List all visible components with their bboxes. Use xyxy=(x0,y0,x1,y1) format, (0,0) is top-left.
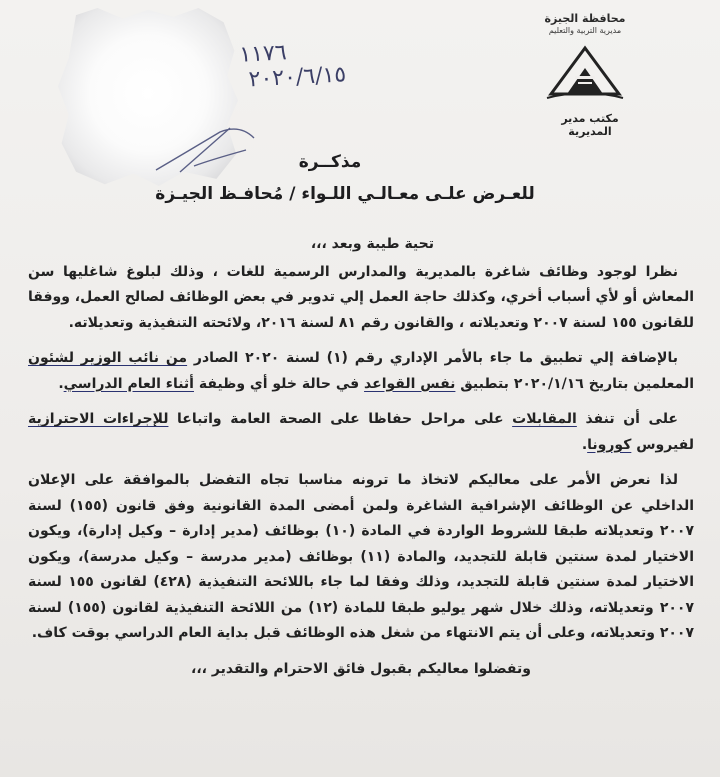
greeting: تحية طيبة وبعد ،،، xyxy=(310,236,434,252)
signature-scribble xyxy=(150,120,260,180)
handwritten-date: ٢٠٢٠/٦/١٥ xyxy=(248,62,347,93)
paragraph-3 xyxy=(28,407,694,458)
paragraph-3-text: على أن تنفذ المقابلات على مراحل حفاظا على الصحة العامة واتباعا للإجراءات الاحترازية لفيروس كورونا. xyxy=(28,411,694,453)
handwritten-number: ١١٧٦ xyxy=(238,40,288,68)
pyramids-emblem-icon xyxy=(545,38,625,100)
memo-body xyxy=(28,232,694,682)
paragraph-2-text: بالإضافة إلي تطبيق ما جاء بالأمر الإداري رقم (١) لسنة ٢٠٢٠ الصادر من نائب الوزير لشئون المعلمين بتاريخ ٢٠٢٠/١/١٦ بتطبيق نفس القواعد في حالة خلو أي وظيفة أثناء العام الدراسي. xyxy=(28,350,694,392)
logo-org-line1: محافظة الجيزة xyxy=(544,12,626,25)
memo-subtitle: للعـرض علـى معـالـي اللـواء / مُحافـظ الجيـزة xyxy=(155,184,535,204)
paragraph-1-text: نظرا لوجود وظائف شاغرة بالمديرية والمدارس الرسمية للغات ، وذلك لبلوغ شاغليها سن المعاش أو لأي أسباب أخري، وكذلك حاجة العمل إلي تدوير في بعض الوظائف لصالح العمل، ووفقا للقانون ١٥٥ لسنة ٢٠٠٧ وتعديلاته ، والقانون رقم ٨١ لسنة ٢٠١٦، ولائحته التنفيذية وتعديلاته. xyxy=(28,263,694,331)
logo-org-line2: مديرية التربية والتعليم xyxy=(548,26,622,35)
memo-title: مذكــرة xyxy=(298,152,362,172)
paragraph-2 xyxy=(28,346,694,397)
paragraph-1 xyxy=(28,260,694,337)
office-label: مكتب مدير المديرية xyxy=(561,112,619,138)
handwritten-note xyxy=(239,37,347,92)
closing-line: وتفضلوا معاليكم بقبول فائق الاحترام والتقدير ،،، xyxy=(191,660,531,677)
paragraph-4-text: لذا نعرض الأمر على معاليكم لاتخاذ ما ترونه مناسبا تجاه التفضل بالموافقة على الإعلان الداخلي عن الوظائف الإشرافية الشاغرة ولمن أمضى المدة القانونية وفق قانون (١٥٥) لسنة ٢٠٠٧ وتعديلاته طبقا للشروط الواردة في المادة (١٠) بوظائف (مدير إدارة – وكيل إدارة)، ويكون الاختيار لمدة سنتين قابلة للتجديد، والمادة (١١) بوظائف (مدير مدرسة – وكيل مدرسة)، ويكون الاختيار لمدة سنتين قابلة للتجديد، وذلك وفقا لما جاء باللائحة التنفيذية (٤٢٨) لقانون ١٥٥ لسنة ٢٠٠٧ وتعديلاته، وذلك خلال شهر يوليو طبقا للمادة (١٢) من اللائحة التنفيذية لقانون (١٥٥) لسنة ٢٠٠٧ وتعديلاته، وعلى أن يتم الانتهاء من شغل هذه الوظائف قبل بداية العام الدراسي بوقت كاف. xyxy=(28,472,695,641)
paragraph-4 xyxy=(28,468,694,647)
